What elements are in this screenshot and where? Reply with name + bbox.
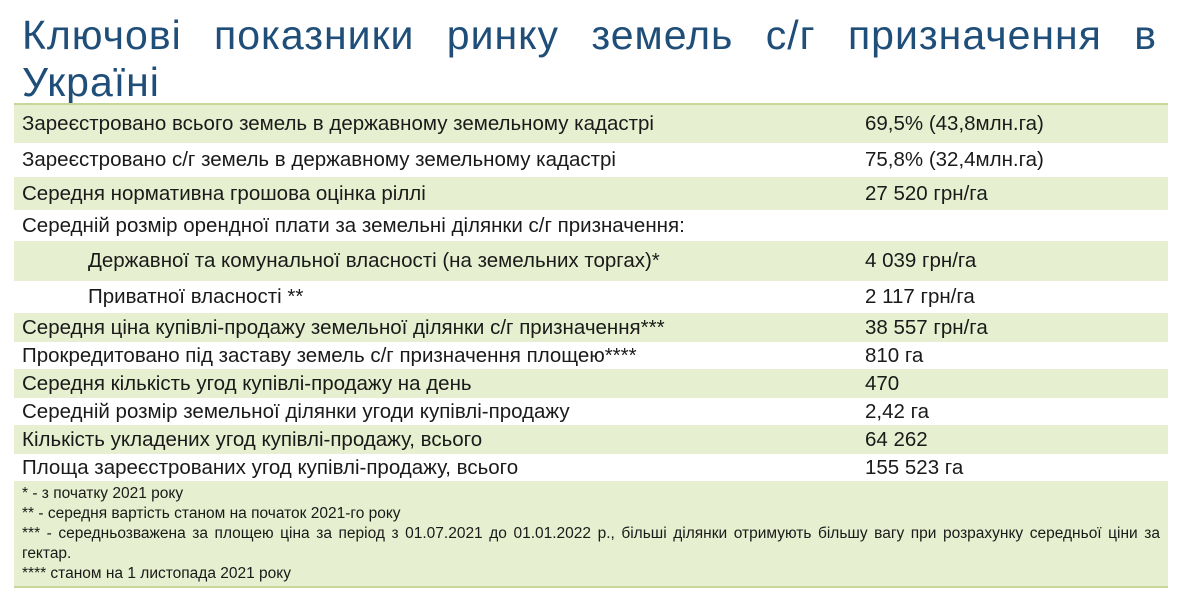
table-row	[14, 398, 1168, 426]
table-row	[14, 314, 1168, 342]
row-value: 38 557 грн/га	[865, 315, 988, 339]
row-label: Прокредитовано під заставу земель с/г призначення площею****	[22, 343, 637, 367]
row-value: 2,42 га	[865, 399, 930, 423]
table-row	[14, 342, 1168, 370]
row-label: Площа зареєстрованих угод купівлі-продажу, всього	[22, 455, 519, 479]
row-value: 69,5% (43,8млн.га)	[865, 111, 1044, 135]
row-label: Зареєстровано всього земель в державному земельному кадастрі	[22, 111, 654, 135]
row-label: Середній розмір земельної ділянки угоди купівлі-продажу	[22, 399, 570, 423]
row-label: Середня нормативна грошова оцінка ріллі	[22, 181, 426, 205]
table-row	[14, 210, 1168, 242]
row-value: 155 523 га	[865, 455, 964, 479]
footnote: **** станом на 1 листопада 2021 року	[22, 565, 292, 582]
table-row	[14, 370, 1168, 398]
row-value: 2 117 грн/га	[865, 285, 975, 308]
table-row	[14, 105, 1168, 143]
row-value: 470	[865, 371, 900, 395]
footnote: *** - середньозважена за площею ціна за період з 01.07.2021 до 01.01.2022 р., більші ділянки отримують більшу вагу при розрахунку середньої ціни за гектар.	[22, 525, 1160, 562]
row-label: Приватної власності **	[88, 285, 304, 308]
row-label: Державної та комунальної власності (на земельних торгах)*	[88, 249, 660, 272]
row-value: 27 520 грн/га	[865, 181, 988, 205]
table-row	[14, 426, 1168, 454]
footnotes	[14, 482, 1168, 586]
footnote: ** - середня вартість станом на початок 2021-го року	[22, 505, 401, 522]
row-label: Середній розмір орендної плати за земельні ділянки с/г призначення:	[22, 213, 685, 237]
table-row	[14, 242, 1168, 281]
row-label: Середня ціна купівлі-продажу земельної ділянки с/г призначення***	[22, 315, 665, 339]
table-row	[14, 178, 1168, 210]
row-value: 75,8% (32,4млн.га)	[865, 148, 1044, 171]
row-label: Зареєстровано с/г земель в державному земельному кадастрі	[22, 148, 616, 171]
row-value: 64 262	[865, 427, 928, 451]
row-label: Середня кількість угод купівлі-продажу на день	[22, 371, 472, 395]
table-row	[14, 143, 1168, 178]
row-value: 810 га	[865, 343, 924, 367]
table-row	[14, 281, 1168, 314]
page-title: Ключові показники ринку земель с/г призначення в Україні	[22, 12, 1157, 105]
footnote: * - з початку 2021 року	[22, 485, 184, 502]
table-row	[14, 454, 1168, 482]
row-label: Кількість укладених угод купівлі-продажу, всього	[22, 427, 483, 451]
row-value: 4 039 грн/га	[865, 249, 977, 272]
indicators-table	[14, 103, 1168, 588]
